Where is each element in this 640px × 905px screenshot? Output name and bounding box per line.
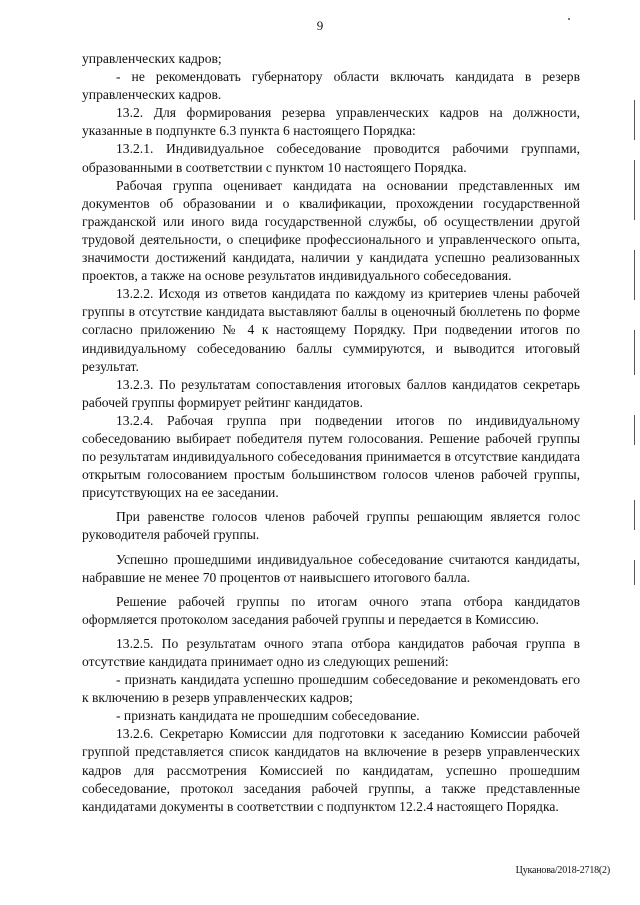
- paragraph: Решение рабочей группы по итогам очного этапа отбора кандидатов оформляется протоколом заседания рабочей группы и передается в Комиссию.: [82, 593, 580, 627]
- document-code: Цуканова/2018-2718(2): [515, 865, 610, 876]
- scan-artifact: [634, 330, 635, 375]
- page-number: 9: [316, 18, 324, 33]
- scan-artifact: [634, 500, 635, 530]
- scan-artifact: [634, 560, 635, 585]
- paragraph: 13.2.4. Рабочая группа при подведении итогов по индивидуальному собеседованию выбирает победителя путем голосования. Решение рабочей группы по результатам индивидуального собеседования принимается в отсутствие кандидата открытым голосованием простым большинством голосов членов рабочей группы, присутствующих на ее заседании.: [82, 412, 580, 501]
- scan-artifact: [634, 100, 635, 140]
- paragraph: 13.2.1. Индивидуальное собеседование проводится рабочими группами, образованными в соответствии с пунктом 10 настоящего Порядка.: [82, 141, 580, 175]
- list-item: - признать кандидата успешно прошедшим собеседование и рекомендовать его к включению в резерв управленческих кадров;: [82, 672, 580, 706]
- paragraph: 13.2.2. Исходя из ответов кандидата по каждому из критериев члены рабочей группы в отсутствие кандидата выставляют баллы в оценочный бюллетень по форме согласно приложению № 4 к настоящему Порядку. При подведении итогов по индивидуальному собеседованию баллы суммируются, и выводится итоговый результат.: [82, 286, 580, 374]
- scan-artifact: [634, 160, 635, 220]
- paragraph: 13.2.6. Секретарю Комиссии для подготовки к заседанию Комиссии рабочей группой представляется список кандидатов на включение в резерв управленческих кадров для рассмотрения Комиссией по кандидатам, успешно прошедшим собеседование, протокол заседания рабочей группы, а также представленные кандидатами документы в соответствии с подпунктом 12.2.4 настоящего Порядка.: [82, 726, 580, 814]
- paragraph: 13.2.3. По результатам сопоставления итоговых баллов кандидатов секретарь рабочей группы формирует рейтинг кандидатов.: [82, 376, 580, 410]
- scan-artifact: [634, 415, 635, 445]
- paragraph: Рабочая группа оценивает кандидата на основании представленных им документов об образовании и о квалификации, прохождении государственной гражданской или иного вида государственной службы, об осуществлении другой трудовой деятельности, о специфике профессионального и управленческого опыта, значимости достижений кандидата, наличии у кандидата успешно реализованных проектов, а также на основе результатов индивидуального собеседования.: [82, 177, 580, 284]
- list-item: - признать кандидата не прошедшим собеседование.: [116, 708, 420, 724]
- paragraph: 13.2.5. По результатам очного этапа отбора кандидатов рабочая группа в отсутствие кандидата принимает одно из следующих решений:: [82, 635, 580, 669]
- paragraph: При равенстве голосов членов рабочей группы решающим является голос руководителя рабочей группы.: [82, 509, 580, 543]
- scan-artifact: [634, 250, 635, 300]
- paragraph: Успешно прошедшими индивидуальное собеседование считаются кандидаты, набравшие не менее 70 процентов от наивысшего итогового балла.: [82, 551, 580, 585]
- paragraph: - не рекомендовать губернатору области включать кандидата в резерв управленческих кадров.: [82, 69, 580, 103]
- document-body: [82, 50, 580, 816]
- paragraph: 13.2. Для формирования резерва управленческих кадров на должности, указанные в подпункте 6.3 пункта 6 настоящего Порядка:: [82, 105, 580, 139]
- paragraph: управленческих кадров;: [82, 51, 222, 66]
